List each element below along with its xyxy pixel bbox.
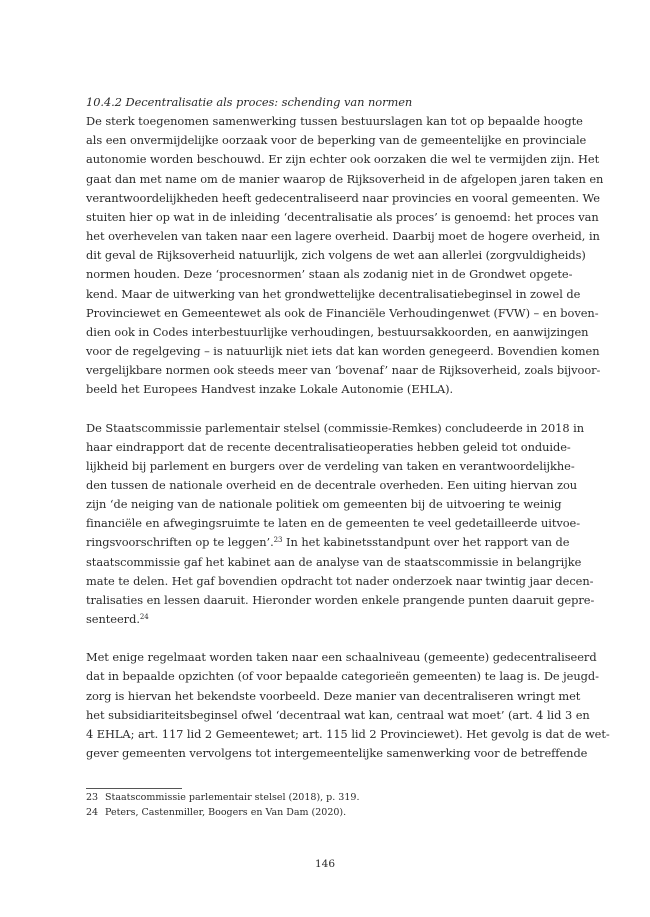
paragraph-line: mate te delen. Het gaf bovendien opdracht tot nader onderzoek naar twintig jaar decen-: [86, 573, 594, 588]
paragraph-line: dat in bepaalde opzichten (of voor bepaalde categorieën gemeenten) te laag is. De jeugd-: [86, 669, 599, 684]
paragraph-line: Met enige regelmaat worden taken naar een schaalniveau (gemeente) gedecentraliseerd: [86, 650, 597, 665]
paragraph-line: als een onvermijdelijke oorzaak voor de beperking van de gemeentelijke en provinciale: [86, 133, 587, 148]
paragraph-line: beeld het Europees Handvest inzake Lokale Autonomie (EHLA).: [86, 382, 454, 397]
footnotes: [86, 791, 568, 820]
paragraph-line: kend. Maar de uitwerking van het grondwettelijke decentralisatiebeginsel in zowel de: [86, 286, 581, 301]
paragraph-line: financiële en afwegingsruimte te laten en de gemeenten te veel gedetailleerde uitvoe-: [86, 516, 581, 531]
paragraph-line: verantwoordelijkheden heeft gedecentraliseerd naar provincies en vooral gemeenten. We: [86, 190, 600, 205]
paragraph-line: Provinciewet en Gemeentewet als ook de Financiële Verhoudingenwet (FVW) – en boven-: [86, 305, 599, 320]
paragraph-line: den tussen de nationale overheid en de decentrale overheden. Een uiting hiervan zou: [86, 477, 578, 492]
footnote-ref-24[interactable]: 24: [139, 613, 149, 622]
footnote-ref-23[interactable]: 23: [273, 536, 283, 545]
paragraph-line: haar eindrapport dat de recente decentralisatieoperaties hebben geleid tot onduide-: [86, 439, 571, 454]
paragraph-line: het overhevelen van taken naar een lagere overheid. Daarbij moet de hogere overheid, in: [86, 229, 600, 244]
footnote-24: [86, 806, 568, 821]
paragraph-line-start: senteerd.: [86, 612, 140, 627]
paragraph-line: vergelijkbare normen ook steeds meer van ‘bovenaf’ naar de Rijksoverheid, zoals bijvoor-: [86, 363, 601, 378]
footnote-text: Peters, Castenmiller, Boogers en Van Dam (2020).: [105, 806, 347, 818]
paragraph-line: normen houden. Deze ‘procesnormen’ staan als zodanig niet in de Grondwet opgete-: [86, 267, 573, 282]
paragraph-line: stuiten hier op wat in de inleiding ‘decentralisatie als proces’ is genoemd: het proces van: [86, 209, 599, 224]
paragraph-line-rest: In het kabinetsstandpunt over het rapport van de: [282, 535, 570, 550]
paragraph-spacer: [86, 629, 568, 648]
page-number: 146: [314, 858, 336, 870]
paragraph-line: De Staatscommissie parlementair stelsel (commissie-Remkes) concludeerde in 2018 in: [86, 420, 584, 435]
footnote-text: Staatscommissie parlementair stelsel (2018), p. 319.: [105, 792, 360, 803]
paragraph-line-with-ref: [86, 610, 568, 629]
paragraph-2: [86, 419, 595, 630]
paragraph-line: staatscommissie gaf het kabinet aan de analyse van de staatscommissie in belangrijke: [86, 554, 582, 569]
paragraph-line-with-ref: [86, 533, 568, 552]
paragraph-line-start: ringsvoorschriften op te leggen’.: [86, 535, 274, 550]
paragraph-1: [86, 112, 604, 399]
paragraph-line: zijn ‘de neiging van de nationale politiek om gemeenten bij de uitvoering te weinig: [86, 497, 562, 512]
section-heading: 10.4.2 Decentralisatie als proces: schending van normen: [86, 95, 413, 109]
footnote-divider: [86, 788, 182, 789]
paragraph-line: lijkheid bij parlement en burgers over de verdeling van taken en verantwoordelijkhe-: [86, 458, 575, 473]
paragraph-3: [86, 648, 610, 763]
footnote-23: [86, 791, 568, 806]
paragraph-line: dit geval de Rijksoverheid natuurlijk, zich volgens de wet aan allerlei (zorgvuldigheids): [86, 248, 586, 263]
paragraph-line: gaat dan met name om de manier waarop de Rijksoverheid in de afgelopen jaren taken en: [86, 171, 604, 186]
paragraph-line: De sterk toegenomen samenwerking tussen bestuurslagen kan tot op bepaalde hoogte: [86, 114, 583, 129]
paragraph-line: voor de regelgeving – is natuurlijk niet iets dat kan worden genegeerd. Bovendien komen: [86, 344, 600, 359]
footnote-number: 24: [86, 806, 99, 818]
footnote-number: 23: [86, 792, 99, 803]
paragraph-line: autonomie worden beschouwd. Er zijn echter ook oorzaken die wel te vermijden zijn. Het: [86, 152, 600, 167]
paragraph-line: gever gemeenten vervolgens tot intergemeentelijke samenwerking voor de betreffende: [86, 746, 588, 760]
body-text: [86, 93, 610, 763]
paragraph-line: tralisaties en lessen daaruit. Hieronder worden enkele prangende punten daaruit gepre-: [86, 592, 595, 607]
paragraph-line: 4 EHLA; art. 117 lid 2 Gemeentewet; art. 115 lid 2 Provinciewet). Het gevolg is dat de wet-: [86, 726, 610, 741]
paragraph-line: zorg is hiervan het bekendste voorbeeld. Deze manier van decentraliseren wringt met: [86, 688, 581, 703]
paragraph-spacer: [86, 400, 568, 419]
paragraph-line: het subsidiariteitsbeginsel ofwel ‘decentraal wat kan, centraal wat moet’ (art. 4 lid 3 en: [86, 707, 590, 722]
paragraph-line: dien ook in Codes interbestuurlijke verhoudingen, bestuursakkoorden, en aanwijzingen: [86, 324, 589, 339]
